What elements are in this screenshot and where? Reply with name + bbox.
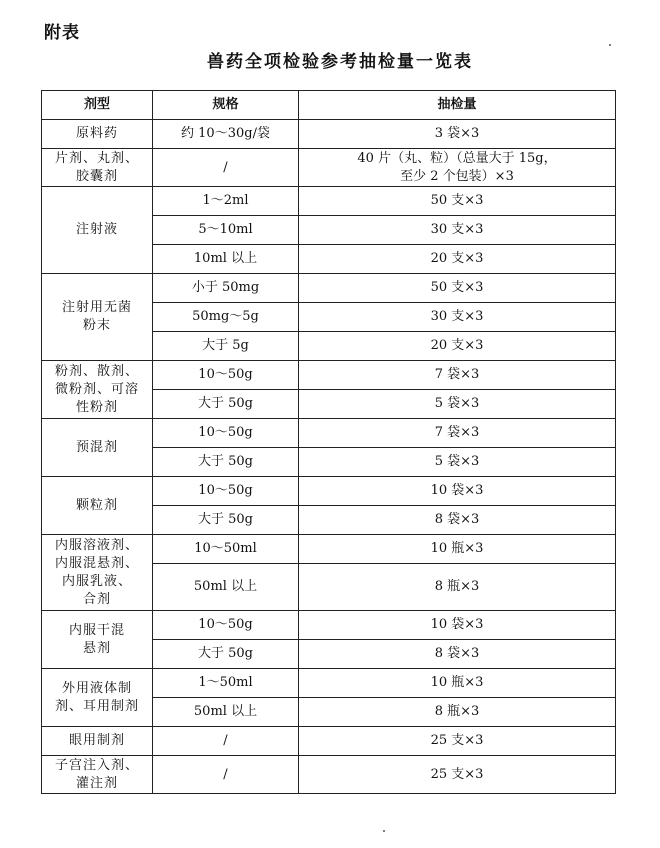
- quantity-cell: 10 袋×3: [299, 477, 616, 506]
- quantity-cell: 7 袋×3: [299, 419, 616, 448]
- spec-cell: /: [153, 727, 299, 756]
- spec-cell: 50ml 以上: [153, 564, 299, 611]
- dosage-form-cell: 原料药: [42, 120, 153, 149]
- spec-cell: 10～50ml: [153, 535, 299, 564]
- quantity-cell: 10 瓶×3: [299, 535, 616, 564]
- table-row: [42, 535, 616, 564]
- spec-cell: 大于 50g: [153, 448, 299, 477]
- quantity-cell: 10 瓶×3: [299, 669, 616, 698]
- dosage-form-cell: 颗粒剂: [42, 477, 153, 535]
- spec-cell: 大于 5g: [153, 332, 299, 361]
- quantity-cell: 50 支×3: [299, 187, 616, 216]
- document-title: 兽药全项检验参考抽检量一览表: [207, 52, 473, 72]
- dosage-form-cell: 注射用无菌 粉末: [42, 274, 153, 361]
- table-header-row: [42, 91, 616, 120]
- spec-cell: /: [153, 756, 299, 794]
- table-row: [42, 120, 616, 149]
- spec-cell: 10～50g: [153, 611, 299, 640]
- quantity-cell: 20 支×3: [299, 245, 616, 274]
- spec-cell: 50mg～5g: [153, 303, 299, 332]
- table-row: [42, 419, 616, 448]
- table-row: [42, 669, 616, 698]
- table-row: [42, 187, 616, 216]
- quantity-cell: 8 瓶×3: [299, 698, 616, 727]
- scan-speck: [609, 44, 611, 46]
- table-row: [42, 274, 616, 303]
- table-row: [42, 477, 616, 506]
- spec-cell: 1～2ml: [153, 187, 299, 216]
- spec-cell: 大于 50g: [153, 640, 299, 669]
- quantity-cell: 7 袋×3: [299, 361, 616, 390]
- quantity-cell: 8 瓶×3: [299, 564, 616, 611]
- spec-cell: 大于 50g: [153, 390, 299, 419]
- spec-cell: 5～10ml: [153, 216, 299, 245]
- table-row: [42, 361, 616, 390]
- table-row: [42, 611, 616, 640]
- quantity-cell: 30 支×3: [299, 216, 616, 245]
- quantity-cell: 5 袋×3: [299, 390, 616, 419]
- table-row: [42, 149, 616, 187]
- quantity-cell: 40 片（丸、粒）（总量大于 15g， 至少 2 个包装）×3: [299, 149, 616, 187]
- spec-cell: 约 10～30g/袋: [153, 120, 299, 149]
- column-header-qty: 抽检量: [299, 91, 616, 120]
- dosage-form-cell: 子宫注入剂、 灌注剂: [42, 756, 153, 794]
- quantity-cell: 50 支×3: [299, 274, 616, 303]
- spec-cell: 大于 50g: [153, 506, 299, 535]
- column-header-type: 剂型: [42, 91, 153, 120]
- quantity-cell: 3 袋×3: [299, 120, 616, 149]
- column-header-spec: 规格: [153, 91, 299, 120]
- dosage-form-cell: 眼用制剂: [42, 727, 153, 756]
- table-row: [42, 756, 616, 794]
- quantity-cell: 8 袋×3: [299, 640, 616, 669]
- spec-cell: 10～50g: [153, 477, 299, 506]
- quantity-cell: 25 支×3: [299, 756, 616, 794]
- dosage-form-cell: 注射液: [42, 187, 153, 274]
- appendix-label: 附表: [44, 23, 80, 43]
- spec-cell: 1～50ml: [153, 669, 299, 698]
- dosage-form-cell: 粉剂、散剂、 微粉剂、可溶 性粉剂: [42, 361, 153, 419]
- quantity-cell: 25 支×3: [299, 727, 616, 756]
- spec-cell: 10ml 以上: [153, 245, 299, 274]
- table-row: [42, 727, 616, 756]
- quantity-cell: 20 支×3: [299, 332, 616, 361]
- dosage-form-cell: 外用液体制 剂、耳用制剂: [42, 669, 153, 727]
- dosage-form-cell: 片剂、丸剂、 胶囊剂: [42, 149, 153, 187]
- spec-cell: 10～50g: [153, 361, 299, 390]
- dosage-form-cell: 内服溶液剂、 内服混悬剂、 内服乳液、 合剂: [42, 535, 153, 611]
- sampling-quantity-table: [41, 90, 616, 794]
- spec-cell: 10～50g: [153, 419, 299, 448]
- dosage-form-cell: 内服干混 悬剂: [42, 611, 153, 669]
- quantity-cell: 8 袋×3: [299, 506, 616, 535]
- spec-cell: 小于 50mg: [153, 274, 299, 303]
- quantity-cell: 10 袋×3: [299, 611, 616, 640]
- dosage-form-cell: 预混剂: [42, 419, 153, 477]
- quantity-cell: 30 支×3: [299, 303, 616, 332]
- spec-cell: /: [153, 149, 299, 187]
- quantity-cell: 5 袋×3: [299, 448, 616, 477]
- scan-speck: [383, 830, 385, 832]
- spec-cell: 50ml 以上: [153, 698, 299, 727]
